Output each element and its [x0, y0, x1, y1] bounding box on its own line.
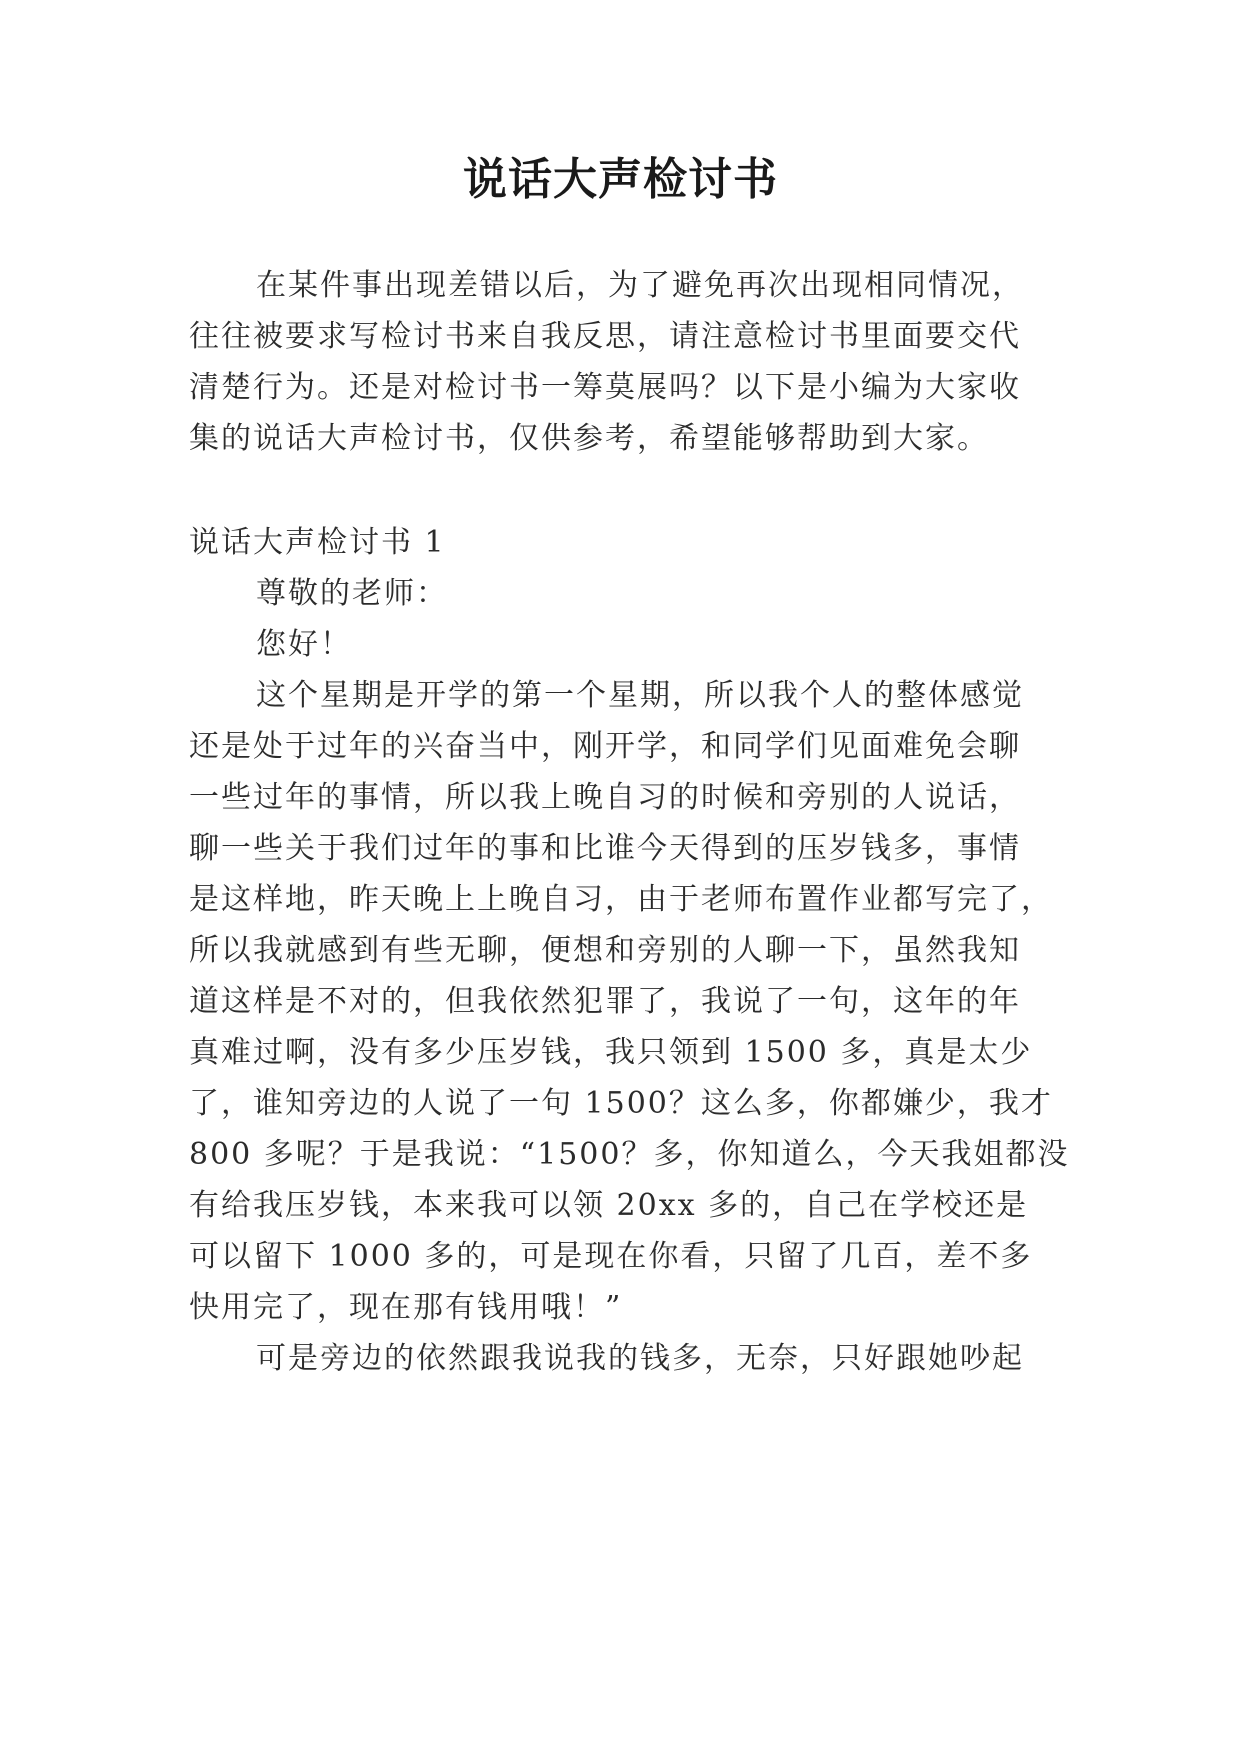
body-line: 可是旁边的依然跟我说我的钱多，无奈，只好跟她吵起 [256, 1341, 1024, 1376]
body-line: 可以留下 1000 多的，可是现在你看，只留了几百，差不多 [189, 1239, 1033, 1274]
body-line: 有给我压岁钱，本来我可以领 20xx 多的，自己在学校还是 [189, 1188, 1029, 1223]
body-line: 一些过年的事情，所以我上晚自习的时候和旁别的人说话， [189, 780, 1021, 815]
body-line: 还是处于过年的兴奋当中，刚开学，和同学们见面难免会聊 [189, 729, 1021, 764]
body-line: 真难过啊，没有多少压岁钱，我只领到 1500 多，真是太少 [189, 1035, 1033, 1070]
body-line: 了，谁知旁边的人说了一句 1500？这么多，你都嫌少，我才 [189, 1086, 1053, 1121]
body-line: 这个星期是开学的第一个星期，所以我个人的整体感觉 [256, 678, 1024, 713]
salutation: 尊敬的老师： [256, 576, 448, 611]
body-line: 聊一些关于我们过年的事和比谁今天得到的压岁钱多，事情 [189, 831, 1021, 866]
body-line: 道这样是不对的，但我依然犯罪了，我说了一句，这年的年 [189, 984, 1021, 1019]
intro-line: 往往被要求写检讨书来自我反思，请注意检讨书里面要交代 [189, 319, 1021, 354]
intro-line: 在某件事出现差错以后，为了避免再次出现相同情况， [256, 268, 1024, 303]
document-title: 说话大声检讨书 [463, 154, 778, 205]
body-line: 所以我就感到有些无聊，便想和旁别的人聊一下，虽然我知 [189, 933, 1021, 968]
intro-line: 集的说话大声检讨书，仅供参考，希望能够帮助到大家。 [189, 421, 989, 456]
intro-line: 清楚行为。还是对检讨书一筹莫展吗？以下是小编为大家收 [189, 370, 1021, 405]
section-heading: 说话大声检讨书 1 [189, 525, 446, 560]
body-line: 快用完了，现在那有钱用哦！” [189, 1290, 623, 1325]
body-line: 是这样地，昨天晚上上晚自习，由于老师布置作业都写完了， [189, 882, 1053, 917]
greeting: 您好！ [256, 627, 352, 662]
body-line: 800 多呢？于是我说：“1500？多，你知道么，今天我姐都没 [189, 1137, 1070, 1172]
